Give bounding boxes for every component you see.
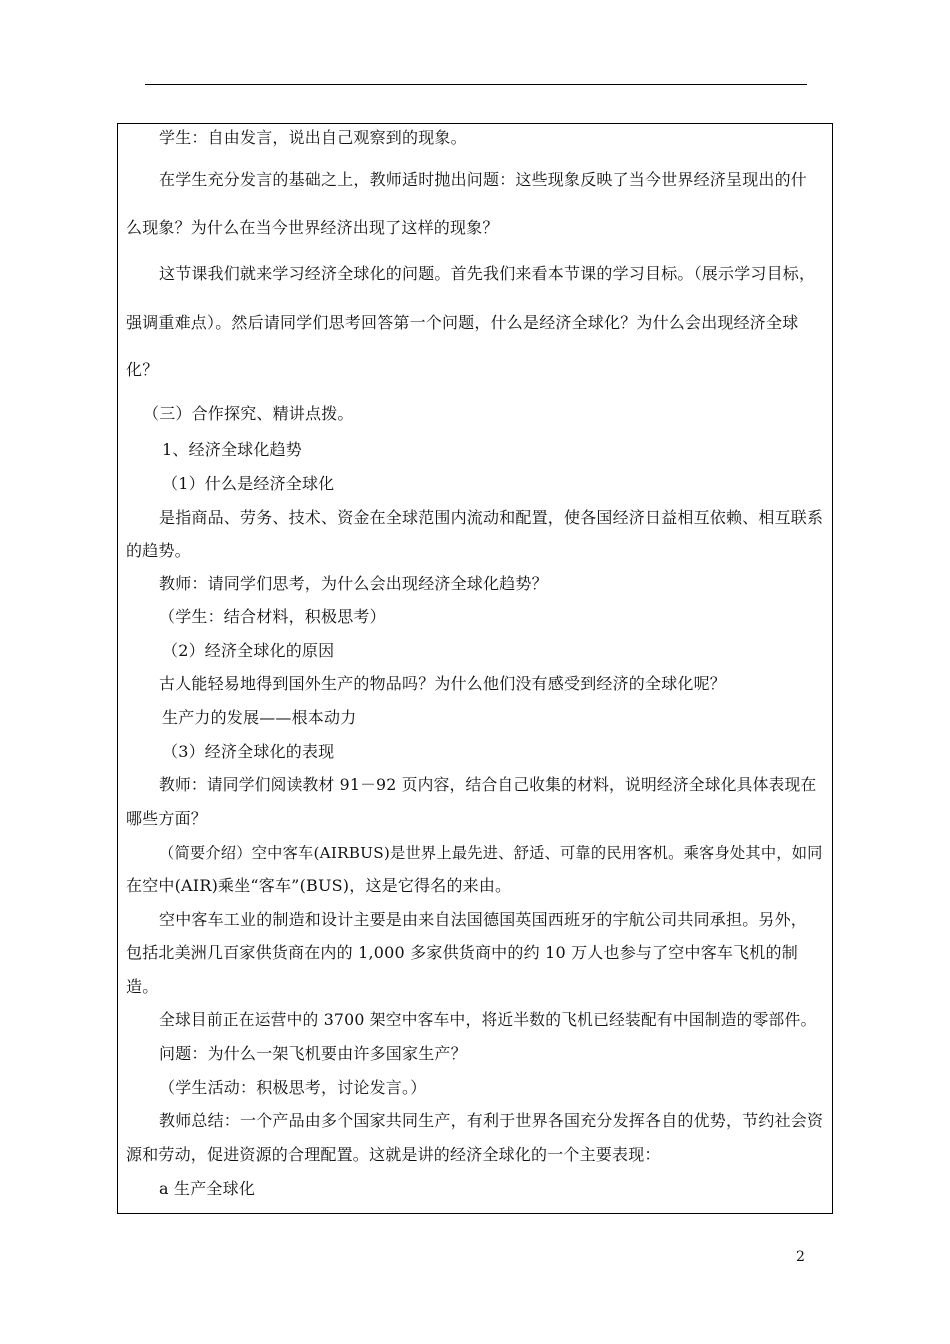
text-line: 源和劳动，促进资源的合理配置。这就是讲的经济全球化的一个主要表现： xyxy=(126,1145,661,1164)
text-line: 造。 xyxy=(126,977,159,996)
page-number: 2 xyxy=(796,1249,805,1265)
subsection-heading: （3）经济全球化的表现 xyxy=(162,742,335,761)
text-line: 问题：为什么一架飞机要由许多国家生产？ xyxy=(159,1044,467,1063)
text-line: 这节课我们就来学习经济全球化的问题。首先我们来看本节课的学习目标。（展示学习目标， xyxy=(159,264,816,283)
text-line: （学生：结合材料，积极思考） xyxy=(159,607,386,626)
text-line: 教师：请同学们阅读教材 91－92 页内容，结合自己收集的材料，说明经济全球化具体表现在 xyxy=(159,775,817,794)
section-heading: （三）合作探究、精讲点拨。 xyxy=(143,404,354,423)
text-line: 在学生充分发言的基础之上，教师适时抛出问题：这些现象反映了当今世界经济呈现出的什 xyxy=(159,170,808,189)
text-line: 古人能轻易地得到国外生产的物品吗？为什么他们没有感受到经济的全球化呢？ xyxy=(159,674,727,693)
subsection-heading: 1、经济全球化趋势 xyxy=(162,440,302,459)
text-line: （简要介绍）空中客车(AIRBUS)是世界上最先进、舒适、可靠的民用客机。乘客身处其中，如同 xyxy=(159,844,823,862)
subsection-heading: （2）经济全球化的原因 xyxy=(162,641,335,660)
subsection-heading: （1）什么是经济全球化 xyxy=(162,474,335,493)
text-line: 全球目前正在运营中的 3700 架空中客车中，将近半数的飞机已经装配有中国制造的零部件。 xyxy=(159,1010,817,1029)
text-line: 哪些方面？ xyxy=(126,809,208,828)
text-line: 化？ xyxy=(126,360,159,379)
text-line: 是指商品、劳务、技术、资金在全球范围内流动和配置，使各国经济日益相互依赖、相互联系 xyxy=(159,508,824,527)
text-line: 生产力的发展——根本动力 xyxy=(162,708,357,727)
text-line: 教师总结：一个产品由多个国家共同生产，有利于世界各国充分发挥各自的优势，节约社会资 xyxy=(159,1111,824,1130)
header-rule xyxy=(145,84,807,85)
text-line: 学生：自由发言，说出自己观察到的现象。 xyxy=(159,128,467,147)
text-line: 空中客车工业的制造和设计主要是由来自法国德国英国西班牙的宇航公司共同承担。另外， xyxy=(159,910,808,929)
text-line: 么现象？为什么在当今世界经济出现了这样的现象？ xyxy=(126,218,499,237)
text-line: （学生活动：积极思考，讨论发言。） xyxy=(159,1078,427,1097)
text-line: 教师：请同学们思考，为什么会出现经济全球化趋势？ xyxy=(159,574,548,593)
text-line: 强调重难点）。然后请同学们思考回答第一个问题，什么是经济全球化？为什么会出现经济全球 xyxy=(126,313,799,332)
text-line: 在空中(AIR)乘坐“客车”(BUS)，这是它得名的来由。 xyxy=(126,876,512,895)
text-line: 的趋势。 xyxy=(126,541,191,560)
text-line: 包括北美洲几百家供货商在内的 1,000 多家供货商中的约 10 万人也参与了空中客车飞机的制 xyxy=(126,943,798,962)
text-line: a 生产全球化 xyxy=(159,1179,256,1198)
